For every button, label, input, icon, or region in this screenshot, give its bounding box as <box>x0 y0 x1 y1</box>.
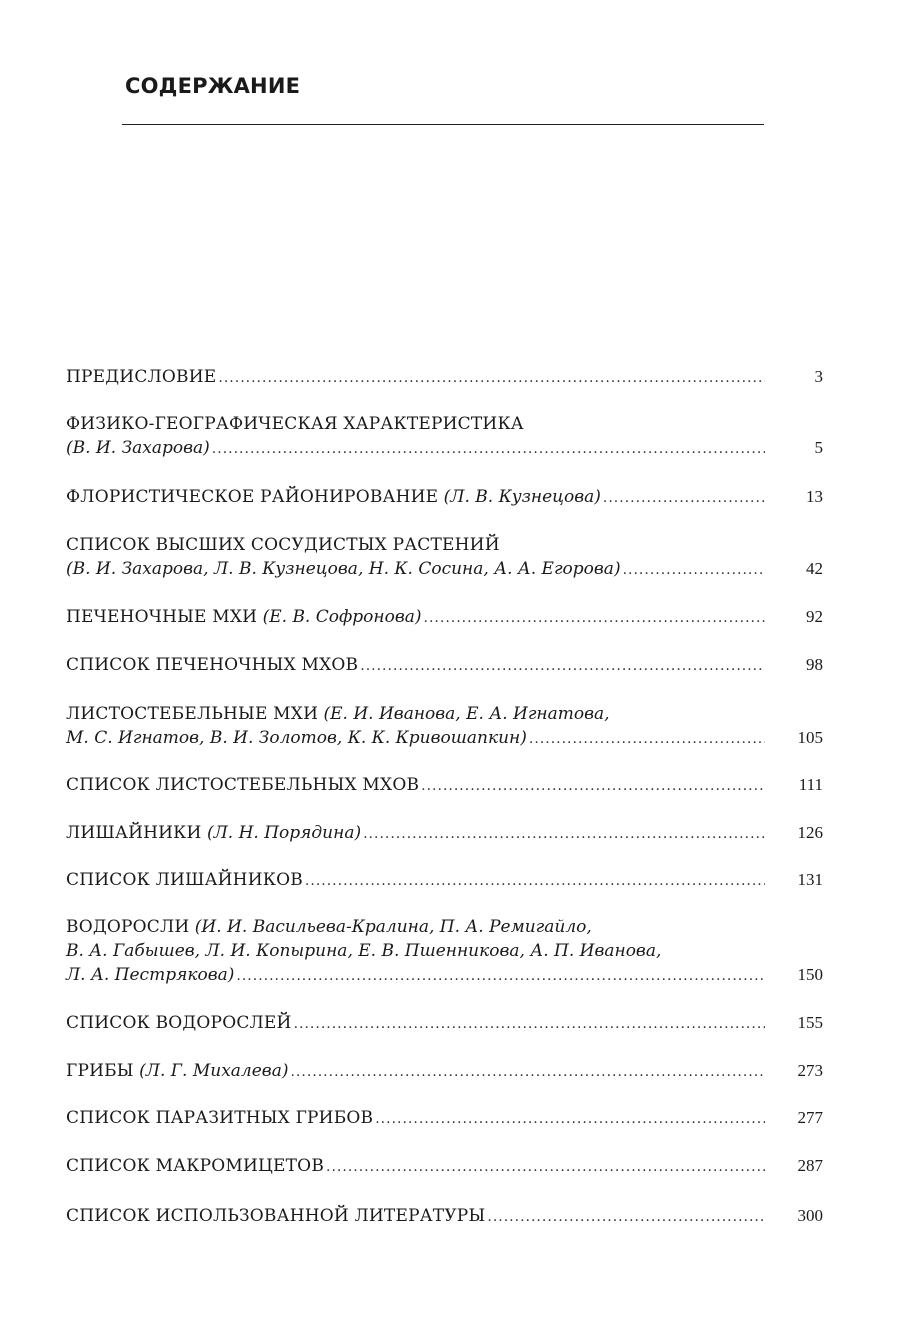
dot-leader <box>212 441 765 457</box>
toc-page-number: 13 <box>806 487 823 506</box>
toc-page-number: 98 <box>806 655 823 674</box>
toc-page-number: 155 <box>797 1013 823 1032</box>
toc-heading: ЛИСТОСТЕБЕЛЬНЫЕ МХИ <box>66 704 319 724</box>
toc-heading: ВОДОРОСЛИ <box>66 917 190 937</box>
toc-page-number: 150 <box>797 965 823 984</box>
dot-leader <box>375 1111 765 1127</box>
dot-leader <box>603 490 765 506</box>
toc-entry <box>66 655 823 677</box>
toc-heading: СПИСОК ИСПОЛЬЗОВАННОЙ ЛИТЕРАТУРЫ <box>66 1206 486 1226</box>
toc-heading: СПИСОК ПАРАЗИТНЫХ ГРИБОВ <box>66 1108 374 1128</box>
dot-leader <box>529 731 765 747</box>
dot-leader <box>294 1016 765 1032</box>
toc-heading: СПИСОК МАКРОМИЦЕТОВ <box>66 1156 325 1176</box>
toc-page-number: 277 <box>797 1108 823 1127</box>
page-title: СОДЕРЖАНИЕ <box>125 74 301 98</box>
toc-entry <box>66 1061 823 1083</box>
dot-leader <box>363 826 765 842</box>
toc-heading: ГРИБЫ <box>66 1061 134 1081</box>
dot-leader <box>290 1064 765 1080</box>
toc-entry <box>66 1108 823 1130</box>
toc-page-number: 131 <box>797 870 823 889</box>
toc-entry <box>66 917 823 987</box>
dot-leader <box>326 1159 765 1175</box>
toc-heading: ЛИШАЙНИКИ <box>66 823 202 843</box>
toc-page-number: 3 <box>814 367 823 386</box>
dot-leader <box>421 778 765 794</box>
toc-authors: (Е. И. Иванова, Е. А. Игнатова, <box>323 704 610 724</box>
toc-entry <box>66 607 823 629</box>
toc-authors: В. А. Габышев, Л. И. Копырина, Е. В. Пшенникова, А. П. Иванова, <box>66 941 662 961</box>
toc-heading: СПИСОК ЛИШАЙНИКОВ <box>66 870 303 890</box>
dot-leader <box>360 658 765 674</box>
toc-page-number: 111 <box>798 775 823 794</box>
toc-heading: ПРЕДИСЛОВИЕ <box>66 367 217 387</box>
toc-page-number: 105 <box>797 728 823 747</box>
toc-heading: ПЕЧЕНОЧНЫЕ МХИ <box>66 607 258 627</box>
toc-page-number: 92 <box>806 607 823 626</box>
toc-entry <box>66 1156 823 1178</box>
toc-authors: (Е. В. Софронова) <box>262 607 422 627</box>
toc-page-number: 273 <box>797 1061 823 1080</box>
toc-authors: (Л. Н. Порядина) <box>206 823 362 843</box>
dot-leader <box>305 873 765 889</box>
toc-authors: (В. И. Захарова) <box>66 438 210 458</box>
title-rule <box>122 124 764 125</box>
toc-page-number: 287 <box>797 1156 823 1175</box>
toc-page-number: 300 <box>797 1206 823 1225</box>
toc-heading: СПИСОК ЛИСТОСТЕБЕЛЬНЫХ МХОВ <box>66 775 420 795</box>
toc-heading: ФИЗИКО-ГЕОГРАФИЧЕСКАЯ ХАРАКТЕРИСТИКА <box>66 414 524 434</box>
toc-entry <box>66 775 823 797</box>
dot-leader <box>623 562 765 578</box>
toc-heading: СПИСОК ПЕЧЕНОЧНЫХ МХОВ <box>66 655 359 675</box>
toc-authors: (И. И. Васильева-Кралина, П. А. Ремигайло, <box>194 917 592 937</box>
toc-authors: (В. И. Захарова, Л. В. Кузнецова, Н. К. Сосина, А. А. Егорова) <box>66 559 621 579</box>
toc-entry <box>66 535 823 581</box>
toc-entry <box>66 414 823 460</box>
toc-authors: Л. А. Пестрякова) <box>66 965 235 985</box>
toc-entry <box>66 1206 823 1228</box>
toc-page-number: 42 <box>806 559 823 578</box>
toc-page-number: 126 <box>797 823 823 842</box>
toc-page-number: 5 <box>814 438 823 457</box>
toc-authors: (Л. Г. Михалева) <box>139 1061 289 1081</box>
toc-entry <box>66 487 823 509</box>
dot-leader <box>424 610 765 626</box>
toc-entry <box>66 704 823 750</box>
dot-leader <box>487 1209 765 1225</box>
toc-authors: М. С. Игнатов, В. И. Золотов, К. К. Кривошапкин) <box>66 728 527 748</box>
toc-heading: ФЛОРИСТИЧЕСКОЕ РАЙОНИРОВАНИЕ <box>66 487 439 507</box>
toc-entry <box>66 870 823 892</box>
toc-authors: (Л. В. Кузнецова) <box>443 487 601 507</box>
toc-entry <box>66 1013 823 1035</box>
toc-heading: СПИСОК ВЫСШИХ СОСУДИСТЫХ РАСТЕНИЙ <box>66 535 500 555</box>
toc-heading: СПИСОК ВОДОРОСЛЕЙ <box>66 1013 292 1033</box>
dot-leader <box>236 968 765 984</box>
toc-entry <box>66 823 823 845</box>
dot-leader <box>218 370 765 386</box>
toc-entry <box>66 367 823 389</box>
